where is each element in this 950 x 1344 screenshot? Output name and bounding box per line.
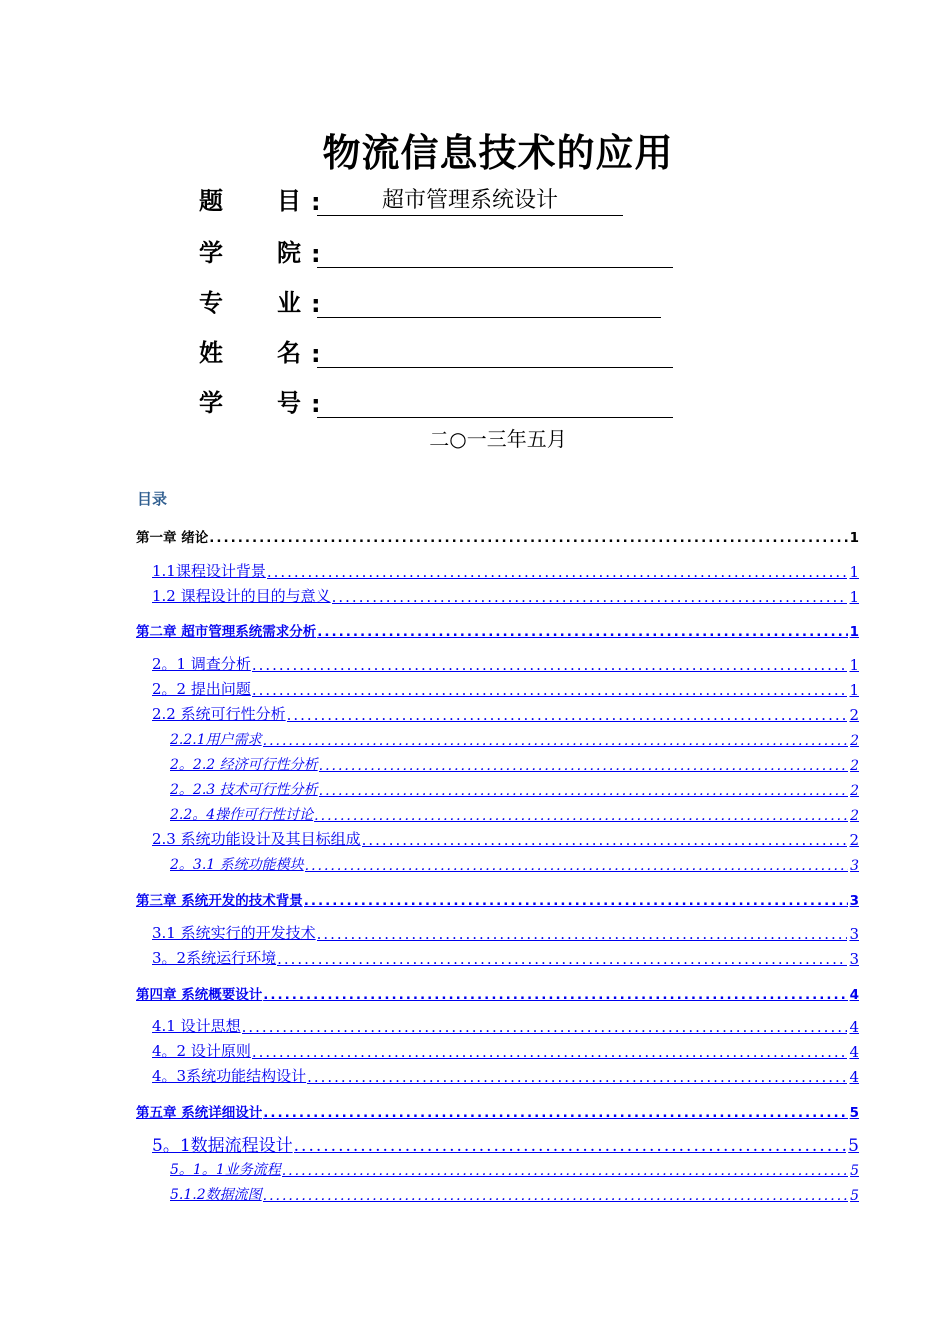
toc-leader-dots (263, 1188, 848, 1204)
toc-entry-2-1[interactable] (152, 654, 859, 674)
field-label-char-1: 专 (199, 289, 223, 317)
toc-entry-ch5[interactable] (136, 1101, 859, 1121)
toc-heading: 目录 (137, 490, 168, 508)
toc-page-number: 1 (849, 588, 859, 606)
toc-entry-5-1-2[interactable] (170, 1184, 859, 1204)
toc-entry-text: 第一章 绪论 (136, 530, 209, 546)
toc-leader-dots (282, 1163, 848, 1179)
toc-entry-2-2-3[interactable] (170, 779, 859, 799)
toc-entry-5-1-1[interactable] (170, 1159, 859, 1179)
toc-page-number: 4 (849, 1018, 859, 1036)
toc-leader-dots (305, 858, 848, 874)
toc-page-number: 5 (850, 1188, 859, 1204)
toc-entry-text: 5。1。1业务流程 (170, 1162, 281, 1178)
toc-page-number: 3 (849, 893, 859, 909)
toc-page-number: 1 (849, 624, 859, 640)
toc-entry-text: 3.1 系统实行的开发技术 (152, 924, 316, 942)
toc-page-number: 5 (849, 1105, 859, 1121)
toc-leader-dots (252, 1043, 848, 1061)
field-label-char-2: 号 (277, 389, 301, 417)
toc-entry-text: 第三章 系统开发的技术背景 (136, 893, 303, 909)
field-label-char-2: 业 (277, 289, 301, 317)
field-colon: : (311, 290, 321, 318)
student-id-value (317, 388, 673, 418)
cover-field-topic (199, 176, 623, 216)
toc-entry-text: 2。2 提出问题 (152, 680, 251, 698)
toc-entry-text: 2。2.3 技术可行性分析 (170, 782, 318, 798)
toc-entry-text: 2.2 系统可行性分析 (152, 705, 286, 723)
college-value (317, 238, 673, 268)
toc-page-number: 5 (848, 1136, 859, 1156)
toc-page-number: 1 (849, 681, 859, 699)
toc-entry-1-2[interactable] (152, 586, 859, 606)
field-colon: : (311, 188, 321, 216)
cover-date: 二○一三年五月 (429, 427, 567, 451)
toc-leader-dots (252, 681, 848, 699)
toc-entry-text: 2.3 系统功能设计及其目标组成 (152, 830, 361, 848)
toc-leader-dots (304, 893, 848, 909)
toc-leader-dots (252, 656, 848, 674)
toc-entry-1-1[interactable] (152, 561, 859, 581)
toc-entry-4-3[interactable] (152, 1066, 859, 1086)
toc-leader-dots (263, 733, 848, 749)
field-label-char-1: 学 (199, 239, 223, 267)
toc-entry-ch1[interactable] (136, 526, 859, 546)
toc-entry-text: 4。2 设计原则 (152, 1042, 251, 1060)
toc-entry-ch3[interactable] (136, 889, 859, 909)
toc-page-number: 2 (850, 808, 859, 824)
toc-leader-dots (209, 530, 847, 546)
toc-page-number: 2 (850, 733, 859, 749)
toc-entry-3-2[interactable] (152, 948, 859, 968)
toc-page-number: 4 (849, 1068, 859, 1086)
toc-entry-text: 5.1.2数据流图 (170, 1187, 262, 1203)
toc-leader-dots (263, 987, 847, 1003)
toc-entry-ch2[interactable] (136, 620, 859, 640)
toc-leader-dots (314, 808, 848, 824)
toc-leader-dots (263, 1105, 847, 1121)
cover-field-student-id (199, 378, 673, 418)
toc-leader-dots (317, 925, 848, 943)
toc-leader-dots (277, 950, 847, 968)
toc-page-number: 3 (849, 925, 859, 943)
major-value (317, 288, 661, 318)
toc-entry-2-2-4[interactable] (170, 804, 859, 824)
toc-entry-text: 5。1数据流程设计 (152, 1136, 293, 1156)
toc-entry-text: 2。3.1 系统功能模块 (170, 857, 304, 873)
toc-leader-dots (317, 624, 847, 640)
toc-leader-dots (362, 831, 848, 849)
toc-entry-text: 4。3系统功能结构设计 (152, 1067, 307, 1085)
document-title: 物流信息技术的应用 (322, 131, 674, 175)
toc-entry-text: 3。2系统运行环境 (152, 949, 277, 967)
toc-page-number: 4 (849, 987, 859, 1003)
toc-page-number: 2 (850, 783, 859, 799)
toc-entry-2-2-2[interactable] (170, 754, 859, 774)
toc-entry-ch4[interactable] (136, 983, 859, 1003)
toc-leader-dots (307, 1068, 847, 1086)
toc-leader-dots (332, 588, 848, 606)
toc-entry-2-2-feasibility[interactable] (152, 704, 859, 724)
field-label-char-1: 题 (199, 187, 223, 215)
field-label-char-1: 学 (199, 389, 223, 417)
toc-leader-dots (242, 1018, 848, 1036)
toc-entry-3-1[interactable] (152, 923, 859, 943)
field-label-char-1: 姓 (199, 339, 223, 367)
toc-entry-text: 4.1 设计思想 (152, 1017, 241, 1035)
toc-entry-4-1[interactable] (152, 1016, 859, 1036)
field-label-char-2: 名 (277, 339, 301, 367)
toc-entry-2-2[interactable] (152, 679, 859, 699)
toc-entry-text: 1.1课程设计背景 (152, 562, 266, 580)
toc-entry-5-1[interactable] (152, 1134, 859, 1156)
toc-leader-dots (319, 758, 848, 774)
toc-leader-dots (294, 1136, 847, 1156)
toc-entry-text: 第四章 系统概要设计 (136, 987, 263, 1003)
toc-leader-dots (267, 563, 848, 581)
name-value (317, 338, 673, 368)
toc-page-number: 1 (849, 563, 859, 581)
toc-page-number: 3 (850, 858, 859, 874)
toc-entry-4-2[interactable] (152, 1041, 859, 1061)
toc-page-number: 2 (849, 706, 859, 724)
field-label-char-2: 目 (277, 187, 301, 215)
toc-page-number: 1 (849, 530, 859, 546)
field-label-char-2: 院 (277, 239, 301, 267)
toc-entry-2-3[interactable] (152, 829, 859, 849)
toc-entry-text: 第二章 超市管理系统需求分析 (136, 624, 317, 640)
toc-page-number: 1 (849, 656, 859, 674)
toc-entry-text: 2.2。4操作可行性讨论 (170, 807, 314, 823)
field-colon: : (311, 240, 321, 268)
toc-page-number: 2 (850, 758, 859, 774)
toc-page-number: 2 (849, 831, 859, 849)
cover-field-major (199, 278, 661, 318)
toc-entry-text: 1.2 课程设计的目的与意义 (152, 587, 331, 605)
toc-page-number: 3 (849, 950, 859, 968)
cover-field-college (199, 228, 673, 268)
field-colon: : (311, 340, 321, 368)
toc-entry-2-2-1[interactable] (170, 729, 859, 749)
field-colon: : (311, 390, 321, 418)
toc-entry-text: 2.2.1用户需求 (170, 732, 262, 748)
toc-entry-2-3-1[interactable] (170, 854, 859, 874)
cover-field-name (199, 328, 673, 368)
toc-entry-text: 第五章 系统详细设计 (136, 1105, 263, 1121)
topic-value: 超市管理系统设计 (317, 186, 623, 216)
toc-entry-text: 2。2.2 经济可行性分析 (170, 757, 318, 773)
toc-page-number: 5 (850, 1163, 859, 1179)
toc-leader-dots (287, 706, 848, 724)
toc-entry-text: 2。1 调查分析 (152, 655, 251, 673)
toc-page-number: 4 (849, 1043, 859, 1061)
toc-leader-dots (319, 783, 848, 799)
